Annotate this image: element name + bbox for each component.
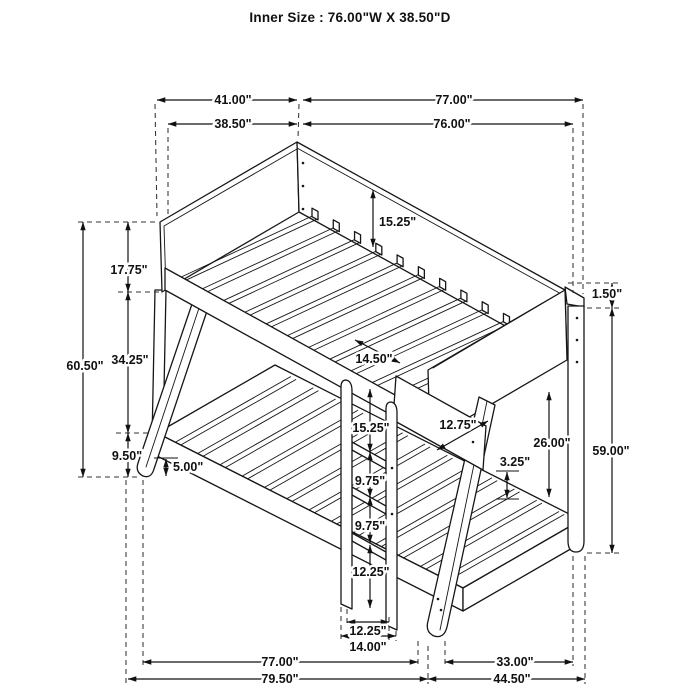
dim-bottom-side: 33.00"	[496, 655, 534, 669]
dim-foot-height: 5.00"	[173, 460, 204, 474]
dim-top-length-inner: 76.00"	[433, 117, 471, 131]
dim-top-depth-inner: 38.50"	[214, 117, 252, 131]
dim-lower-depth: 12.75"	[439, 418, 477, 432]
dim-top-depth-total: 41.00"	[214, 93, 252, 107]
dim-mid-height: 34.25"	[111, 353, 149, 367]
dim-headboard-height: 17.75"	[110, 263, 148, 277]
dim-rail-lip: 1.50"	[591, 287, 623, 301]
dim-ladder-width-inner: 12.25"	[349, 624, 387, 638]
ladder-right-rail	[386, 402, 397, 630]
right-rear-post	[568, 306, 584, 552]
dim-bottom-side-total: 44.50"	[493, 672, 531, 686]
dim-leg-height: 9.50"	[111, 449, 143, 463]
dim-post-height: 59.00"	[592, 444, 630, 458]
ladder-left-rail	[341, 380, 352, 609]
dim-upper-rail-height: 15.25"	[379, 215, 417, 229]
dim-total-height: 60.50"	[66, 359, 104, 373]
dim-lower-slat: 3.25"	[499, 455, 531, 469]
dim-ladder-seg4: 12.25"	[352, 565, 390, 579]
dim-ladder-seg3: 9.75"	[354, 519, 386, 533]
dim-bottom-length: 77.00"	[261, 655, 299, 669]
dim-ladder-width-outer: 14.00"	[349, 640, 387, 654]
page-title: Inner Size : 76.00"W X 38.50"D	[249, 10, 451, 25]
dim-ladder-seg1: 15.25"	[352, 421, 390, 435]
bed-drawing	[137, 142, 584, 637]
dim-top-length-total: 77.00"	[435, 93, 473, 107]
top-bunk-headboard	[160, 142, 299, 292]
top-bunk-rail-end	[565, 287, 584, 307]
dim-bottom-length-total: 79.50"	[261, 672, 299, 686]
dim-ladder-seg2: 9.75"	[354, 474, 386, 488]
dim-clearance: 26.00"	[533, 436, 571, 450]
dim-guard-gap: 14.50"	[355, 352, 393, 366]
